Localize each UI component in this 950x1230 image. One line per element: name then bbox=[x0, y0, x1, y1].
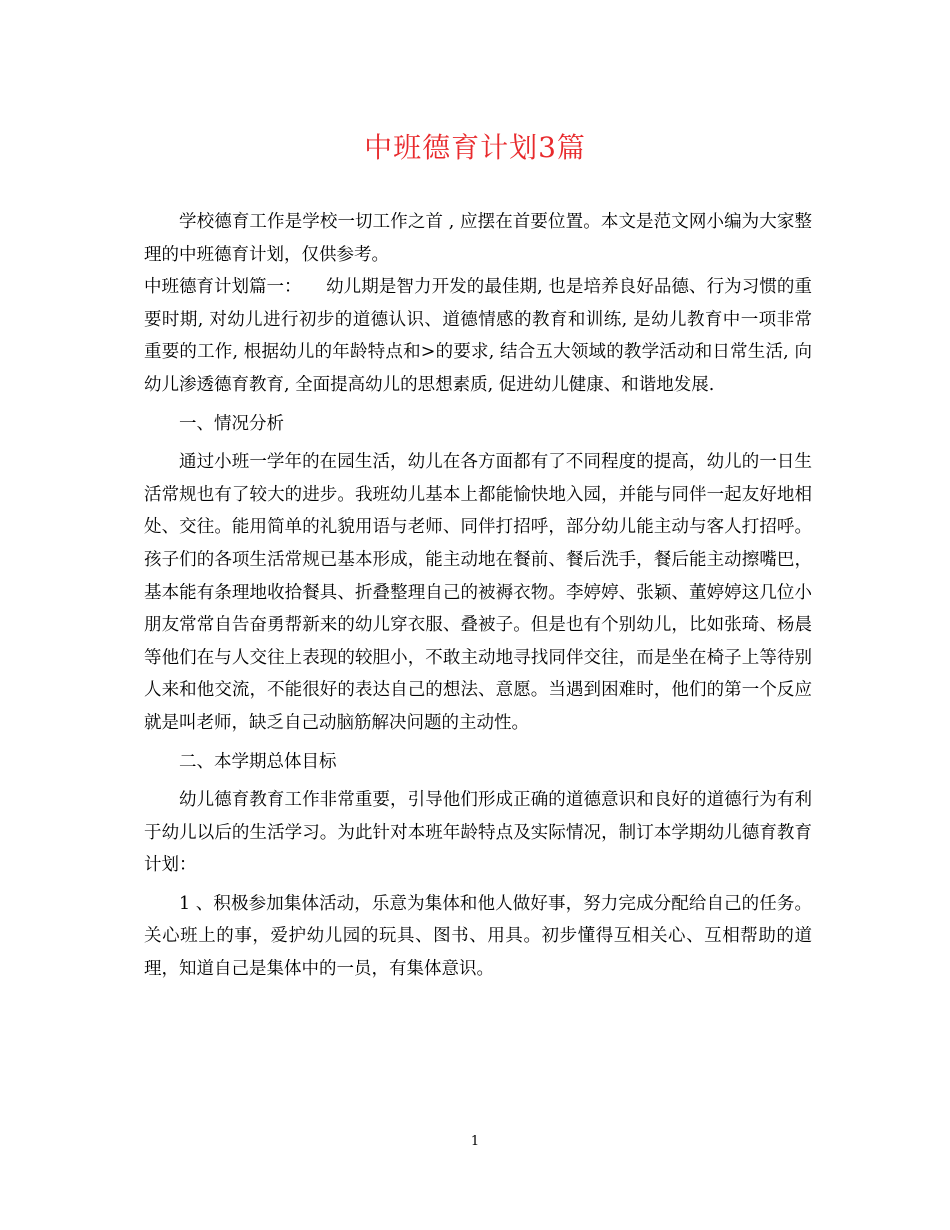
document-body bbox=[144, 206, 812, 986]
heading-situation-analysis: 一、情况分析 bbox=[179, 413, 284, 434]
section-one-text: 幼儿期是智力开发的最佳期, 也是培养良好品德、行为习惯的重要时期, 对幼儿进行初步的道德认识、道德情感的教育和训练, 是幼儿教育中一项非常重要的工作, 根据幼儿的年龄特点和>的要求, 结合五大领域的教学活动和日常生活, 向幼儿渗透德育教育, 全面提高幼儿的思想素质, 促进幼儿健康、和谐地发展. bbox=[144, 277, 812, 395]
situation-analysis-paragraph: 通过小班一学年的在园生活，幼儿在各方面都有了不同程度的提高，幼儿的一日生活常规也有了较大的进步。我班幼儿基本上都能愉快地入园，并能与同伴一起友好地相处、交往。能用简单的礼貌用语与老师、同伴打招呼，部分幼儿能主动与客人打招呼。孩子们的各项生活常规已基本形成，能主动地在餐前、餐后洗手，餐后能主动擦嘴巴，基本能有条理地收拾餐具、折叠整理自己的被褥衣物。李婷婷、张颖、董婷婷这几位小朋友常常自告奋勇帮新来的幼儿穿衣服、叠被子。但是也有个别幼儿，比如张琦、杨晨等他们在与人交往上表现的较胆小，不敢主动地寻找同伴交往，而是坐在椅子上等待别人来和他交流，不能很好的表达自己的想法、意愿。当遇到困难时，他们的第一个反应就是叫老师，缺乏自己动脑筋解决问题的主动性。 bbox=[144, 452, 812, 733]
section-one-label: 中班德育计划篇一： bbox=[144, 277, 302, 298]
document-title: 中班德育计划3篇 bbox=[364, 131, 586, 164]
semester-goals-paragraph: 幼儿德育教育工作非常重要，引导他们形成正确的道德意识和良好的道德行为有利于幼儿以后的生活学习。为此针对本班年龄特点及实际情况，制订本学期幼儿德育教育计划： bbox=[144, 790, 812, 876]
heading-semester-goals: 二、本学期总体目标 bbox=[179, 751, 337, 772]
section-one-paragraph bbox=[144, 271, 812, 401]
page-number: 1 bbox=[470, 1134, 480, 1149]
intro-paragraph: 学校德育工作是学校一切工作之首 , 应摆在首要位置。本文是范文网小编为大家整理的中班德育计划，仅供参考。 bbox=[144, 212, 812, 265]
goal-one-paragraph: 1 、积极参加集体活动，乐意为集体和他人做好事，努力完成分配给自己的任务。关心班上的事，爱护幼儿园的玩具、图书、用具。初步懂得互相关心、互相帮助的道理，知道自己是集体中的一员，有集体意识。 bbox=[144, 893, 812, 980]
